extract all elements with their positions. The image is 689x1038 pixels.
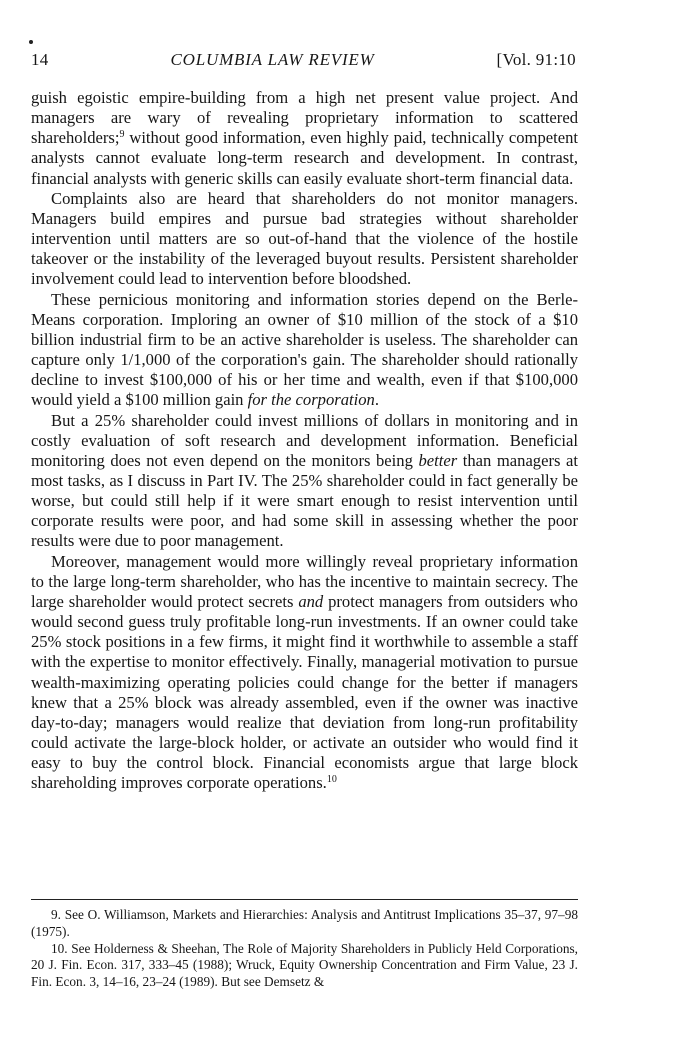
margin-dot (29, 40, 33, 44)
paragraph-1-text-b: without good information, even highly paid, technically competent analysts cannot evaluate long-term research and development. In contrast, financial analysts with generic skills can easily evaluate short-term financial data. (31, 128, 578, 188)
paragraph-5 (31, 552, 578, 794)
paragraph-3-text-a: These pernicious monitoring and information stories depend on the Berle-Means corporation. Imploring an owner of $10 million of the stock of a $10 billion industrial firm to be an active shareholder is useless. The shareholder can capture only 1/1,000 of the corporation's gain. The shareholder should rationally decline to invest $100,000 of his or her time and wealth, even if that $100,000 would yield a $100 million gain (31, 289, 578, 410)
paragraph-4-text-a: But a 25% shareholder could invest millions of dollars in monitoring and in costly evaluation of soft research and development information. Beneficial monitoring does not even depend on the monitors being (31, 410, 578, 470)
paragraph-4-text-b: than managers at most tasks, as I discuss in Part IV. The 25% shareholder could in fact generally be worse, but could still help if it were smart enough to resist intervention until corporate results were poor, and had some skill in assessing whether the poor results were due to poor management. (31, 450, 578, 551)
footnote-ref-10: 10 (326, 774, 337, 786)
running-header (31, 50, 576, 70)
paragraph-3 (31, 290, 578, 411)
volume-citation: [Vol. 91:10 (496, 50, 576, 69)
paragraph-4-emphasis: better (418, 450, 458, 470)
journal-title: COLUMBIA LAW REVIEW (170, 50, 375, 69)
paragraph-2: Complaints also are heard that shareholders do not monitor managers. Managers build empires and pursue bad strategies without shareholder intervention until matters are so out-of-hand that the violence of the hostile takeover or the instability of the leveraged buyout results. Persistent shareholder involvement could lead to intervention before bloodshed. (31, 188, 578, 289)
paragraph-3-emphasis: for the corporation (247, 390, 375, 410)
paragraph-3-text-b: . (374, 390, 379, 410)
footnote-9: 9. See O. Williamson, Markets and Hierarchies: Analysis and Antitrust Implications 35–37, 97–98 (1975). (31, 907, 578, 939)
paragraph-5-emphasis: and (298, 591, 324, 611)
paragraph-5-text-a: Moreover, management would more willingly reveal proprietary information to the large long-term shareholder, who has the incentive to maintain secrecy. The large shareholder would protect secrets (31, 551, 578, 611)
footnote-divider (31, 899, 578, 900)
footnotes (31, 907, 578, 991)
paragraph-4 (31, 411, 578, 552)
body-text (31, 88, 578, 793)
page-number: 14 (31, 50, 49, 69)
paragraph-5-text-b: protect managers from outsiders who would second guess truly profitable long-run investments. If an owner could take 25% stock positions in a few firms, it might find it worthwhile to assemble a staff with the expertise to monitor effectively. Finally, managerial motivation to pursue wealth-maximizing operating policies could change for the better if managers knew that a 25% block was already assembled, even if the owner was inactive day-to-day; managers would realize that deviation from long-run profitability could activate the large-block holder, or activate an outsider who would find it easy to buy the control block. Financial economists argue that large block shareholding improves corporate operations. (31, 591, 578, 793)
paragraph-1-text-a: guish egoistic empire-building from a high net present value project. And managers are wary of revealing proprietary information to scattered shareholders; (31, 88, 578, 148)
paragraph-1 (31, 88, 578, 189)
footnote-ref-9: 9 (119, 129, 125, 141)
footnote-10: 10. See Holderness & Sheehan, The Role of Majority Shareholders in Publicly Held Corporations, 20 J. Fin. Econ. 317, 333–45 (1988); Wruck, Equity Ownership Concentration and Firm Value, 23 J. Fin. Econ. 3, 14–16, 23–24 (1989). But see Demsetz & (31, 940, 578, 990)
